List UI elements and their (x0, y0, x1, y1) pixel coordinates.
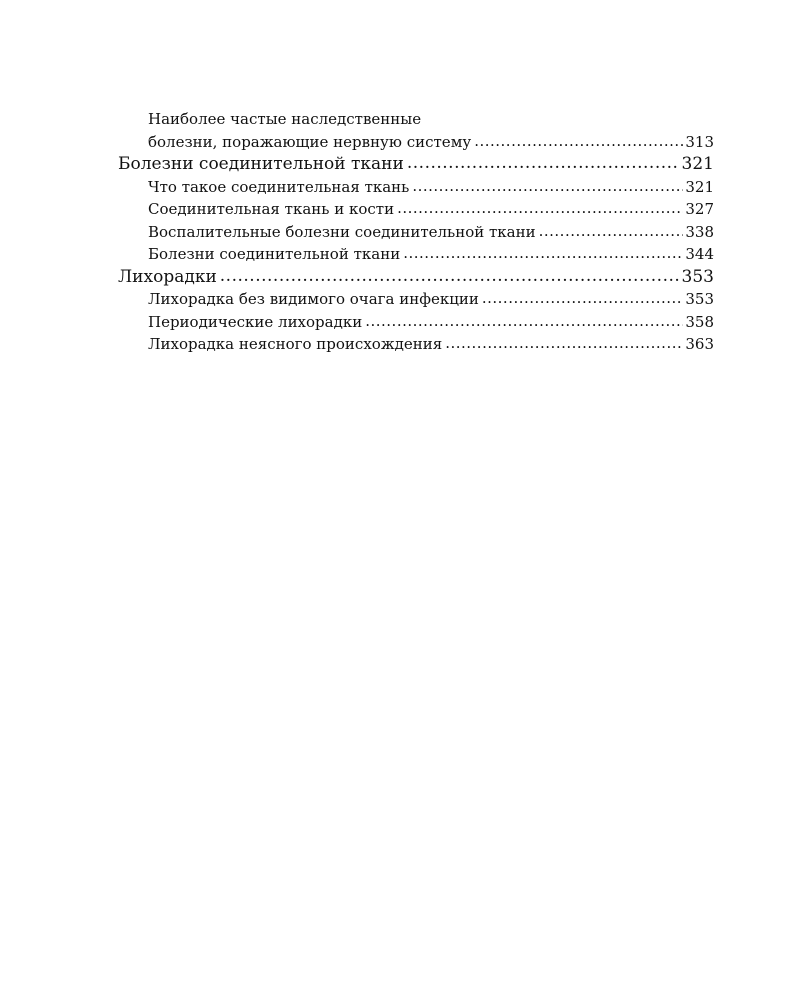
toc-section-fevers[interactable] (118, 266, 714, 289)
toc-entry-hereditary-nervous-diseases[interactable] (118, 131, 714, 154)
toc-entry-page-number: 321 (685, 177, 714, 196)
toc-entry-connective-tissue-diseases[interactable] (118, 243, 714, 266)
dot-leader (407, 152, 680, 175)
toc-entry-title: Лихорадка без видимого очага инфекции (148, 290, 479, 308)
dot-leader (474, 130, 683, 153)
toc-entry-page-number: 313 (685, 132, 714, 151)
toc-entry-title: Периодические лихорадки (148, 312, 363, 331)
dot-leader (539, 220, 684, 243)
toc-entry-page-number: 327 (685, 200, 714, 218)
dot-leader (445, 332, 683, 355)
toc-entry-title: Лихорадка неясного происхождения (148, 335, 443, 353)
toc-entry-fever-without-source[interactable] (118, 288, 714, 311)
toc-entry-page-number: 338 (685, 222, 714, 241)
toc-entry-page-number: 344 (685, 245, 714, 263)
toc-entry-page-number: 321 (681, 154, 714, 174)
dot-leader (220, 265, 680, 288)
toc-section-connective-tissue-diseases[interactable] (118, 153, 714, 176)
toc-entry-fever-unknown-origin[interactable] (118, 333, 714, 356)
toc-entry-periodic-fevers[interactable] (118, 311, 714, 334)
toc-entry-title: Воспалительные болезни соединительной ткани (148, 222, 536, 241)
toc-entry-what-is-connective-tissue[interactable] (118, 176, 714, 199)
dot-leader (365, 310, 683, 333)
toc-entry-connective-tissue-and-bones[interactable] (118, 198, 714, 221)
toc-entry-title: Болезни соединительной ткани (148, 245, 401, 263)
toc-entry-page-number: 353 (685, 290, 714, 308)
toc-section-title: Болезни соединительной ткани (118, 154, 404, 174)
dot-leader (482, 287, 684, 310)
toc-entry-page-number: 353 (681, 266, 714, 287)
toc-entry-title-line1: Наиболее частые наследственные (148, 110, 422, 128)
table-of-contents (118, 108, 714, 356)
toc-entry-page-number: 363 (685, 335, 714, 353)
dot-leader (397, 197, 683, 220)
toc-entry-page-number: 358 (685, 312, 714, 331)
dot-leader (403, 242, 683, 265)
toc-entry-title: Что такое соединительная ткань (148, 177, 410, 196)
toc-entry-inflammatory-connective-tissue-diseases[interactable] (118, 221, 714, 244)
dot-leader (412, 175, 683, 198)
toc-entry-title: болезни, поражающие нервную систему (148, 132, 472, 151)
toc-entry-title: Соединительная ткань и кости (148, 200, 395, 218)
toc-section-title: Лихорадки (118, 266, 217, 287)
